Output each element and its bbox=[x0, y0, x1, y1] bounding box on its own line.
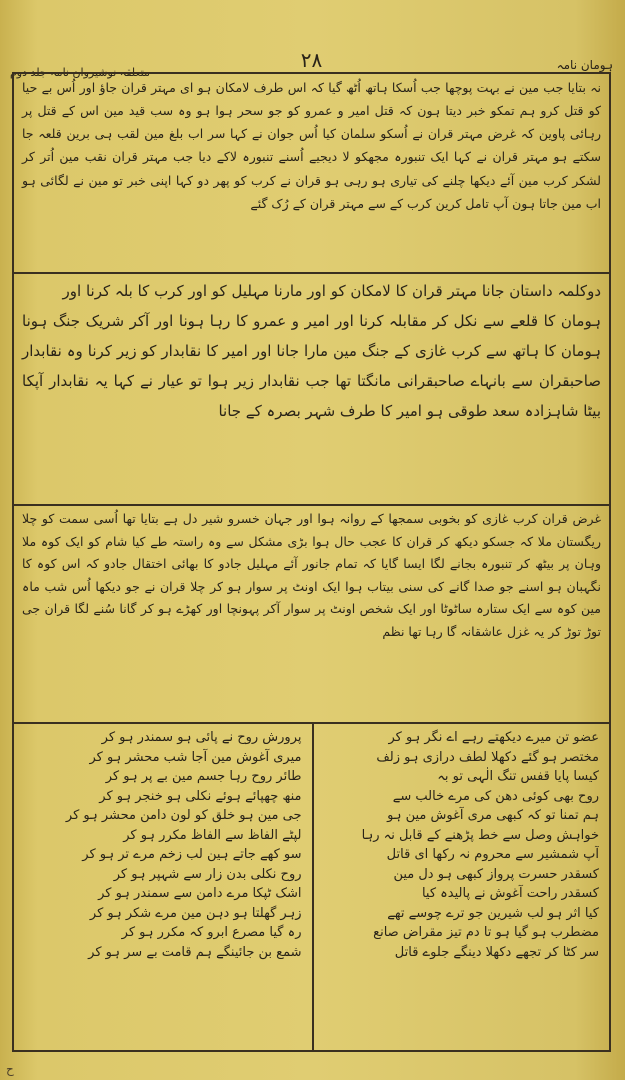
poem-line: طائر روح رہا جسم مین بے پر ہو کر bbox=[105, 769, 302, 784]
poem-column-right bbox=[312, 724, 610, 1050]
text-frame bbox=[12, 72, 611, 1052]
poem-line: کیسا پایا قفس تنگ الٰہی تو بہ bbox=[437, 769, 599, 784]
poem-line: منھ چھپائے ہوئے نکلی ہو خنجر ہو کر bbox=[99, 788, 302, 804]
book-title: ہومان نامہ bbox=[556, 58, 613, 72]
poem-line: آپ شمشیر سے محروم نہ رکھا ای قاتل bbox=[386, 847, 599, 862]
poem-line: ہم تمنا تو کہ کبھی مری آغوش مین ہو bbox=[387, 808, 599, 823]
poem-line: عضو تن میرے دیکھتے رہے اے نگر ہو کر bbox=[388, 730, 599, 745]
poem-line: روح بھی کوئی دھن کی مرے خالب سے bbox=[392, 788, 599, 804]
poem-line: میری آغوش مین آجا شب محشر ہو کر bbox=[89, 749, 302, 765]
ghazal-section bbox=[14, 724, 609, 1050]
chapter-heading-block bbox=[14, 274, 609, 506]
poem-line: اشک ٹپکا مرے دامن سے سمندر ہو کر bbox=[98, 886, 302, 901]
paragraph-block-2 bbox=[14, 506, 609, 724]
margin-mark: ح bbox=[6, 1062, 14, 1076]
poem-line: مضطرب ہو گیا ہو تا دم تیز مقراض صانع bbox=[373, 925, 599, 940]
chapter-heading: دوکلمہ داستان جانا مہتر قران کا لامکان کو اور مارنا مہلیل کو اور کرب کا بلہ کرنا اور bbox=[62, 282, 601, 300]
poem-line: مختصر ہو گئے دکھلا لطف درازی ہو زلف bbox=[376, 749, 599, 765]
poem-line: خواہش وصل سے خط پڑھنے کے قابل نہ رہا bbox=[361, 827, 599, 843]
poem-line: سو کھے جاتے ہین لب زخم مرے تر ہو کر bbox=[82, 847, 302, 862]
poem-line: جی مین ہو خلق کو لون دامن محشر ہو کر bbox=[65, 808, 302, 823]
poem-line: کیا اثر ہو لب شیرین جو ترے چوسے تھے bbox=[387, 905, 599, 921]
poem-line: کسقدر حسرت پرواز کبھی ہو دل مین bbox=[393, 866, 599, 882]
page-number: ۲۸ bbox=[300, 48, 323, 72]
chapter-summary: ہومان کا قلعے سے نکل کر مقابلہ کرنا اور امیر و عمرو کا رہا ہونا اور آکر شریک جنگ ہونا ہومان کا ہاتھ سے کرب غازی کے جنگ مین مارا جانا اور امیر کا نقابدار کو زیر کرنا وہ نقابدار صاحبقران سے بانہاے صاحبقرانی مانگتا تھا جب نقابدار زیر ہوا تو عیار نے کہا یہ نقابدار آپکا بیٹا شاہزادہ سعد طوقی ہو امیر کا طرف شہر بصرہ کے جانا bbox=[22, 312, 601, 420]
poem-column-left bbox=[14, 724, 312, 1050]
poem-line: رہ گیا مصرع ابرو کہ مکرر ہو کر bbox=[121, 925, 302, 940]
poem-line: شمع بن جائینگے ہم قامت بے سر ہو کر bbox=[88, 944, 302, 960]
paragraph-block-1 bbox=[14, 74, 609, 274]
poem-line: پرورش روح نے پائی ہو سمندر ہو کر bbox=[101, 730, 302, 745]
paragraph-text: نہ بتایا جب مین نے بہت پوچھا جب اُسکا ہاتھ اُٹھ گیا کہ اس طرف لامکان ہو ای مہتر قران جاؤ اور اُس بے حیا کو قتل کرو ہم تمکو خبر دیتا ہون کہ قتل امیر و عمرو کو جو سحر ہوا ہو وہ سب قید مین اس کے قتل پر رہائی پاوین کہ غرض مہتر قران نے اُسکو سلمان کیا اُس جوان نے کہا سر اب بلغ مین لقب ہی برین قلعہ جا سکتے ہو مہتر قران نے کہا ایک تنبورہ مجھکو لا دیجیے اُسنے تنبورہ لاکے دیا جب مہتر قران نقب مین اُتر کر لشکر کرب مین آئے دیکھا چلنے کی تیاری ہو رہی ہو قران نے کرب کو پھر دو کہا اپنی خبر تو مین نے لگائی ہو اب مین جاتا ہون آپ تامل کرین کرب کے سے مہتر قران کے رُک گئے bbox=[22, 80, 601, 211]
poem-line: روح نکلی بدن زار سے شہپر ہو کر bbox=[113, 866, 302, 882]
volume-title: متعلقہ نوشیروان نامہ جلد دوم bbox=[10, 66, 150, 79]
poem-line: زہر گھلتا ہو دہن مین مرے شکر ہو کر bbox=[89, 905, 302, 921]
poem-line: کسقدر راحت آغوش نے پالیدہ کیا bbox=[421, 886, 599, 901]
poem-line: لپٹے الفاظ سے الفاظ مکرر ہو کر bbox=[123, 827, 302, 843]
poem-line: سر کٹا کر تجھے دکھلا دینگے جلوے قاتل bbox=[394, 944, 599, 960]
paragraph-text: غرض قران کرب غازی کو بخوبی سمجھا کے روانہ ہوا اور جہان خسرو شیر دل ہے بتایا تھا اُسی سمت کو چلا ریگستان ملا کہ جسکو دیکھ کر قران کا عجب حال ہوا بڑی مشکل سے وہ راستہ طے کیا شام کو ایک کوہ ملا وہان پر بیٹھ کر تنبورہ بجانے لگا ایسا گایا کہ تمام جانور آئے مہلیل جادو کا بھائی اختقال جادو کہ اس کوہ کا نگہبان ہو اسنے جو صدا گانے کی سنی بیتاب ہوا ایک اونٹ پر سوار ہو کر چلا قران نے جو دیکھا اُس شب ماہ مین کوہ سے ایک ستارہ ساٹوٹا اور ایک شخص اونٹ پر سوار آکر پہونچا اور کھڑے ہو کر گانا سُنے لگا قران جی توڑ توڑ کر یہ غزل عاشقانہ گا رہا تھا نظم bbox=[22, 511, 601, 639]
